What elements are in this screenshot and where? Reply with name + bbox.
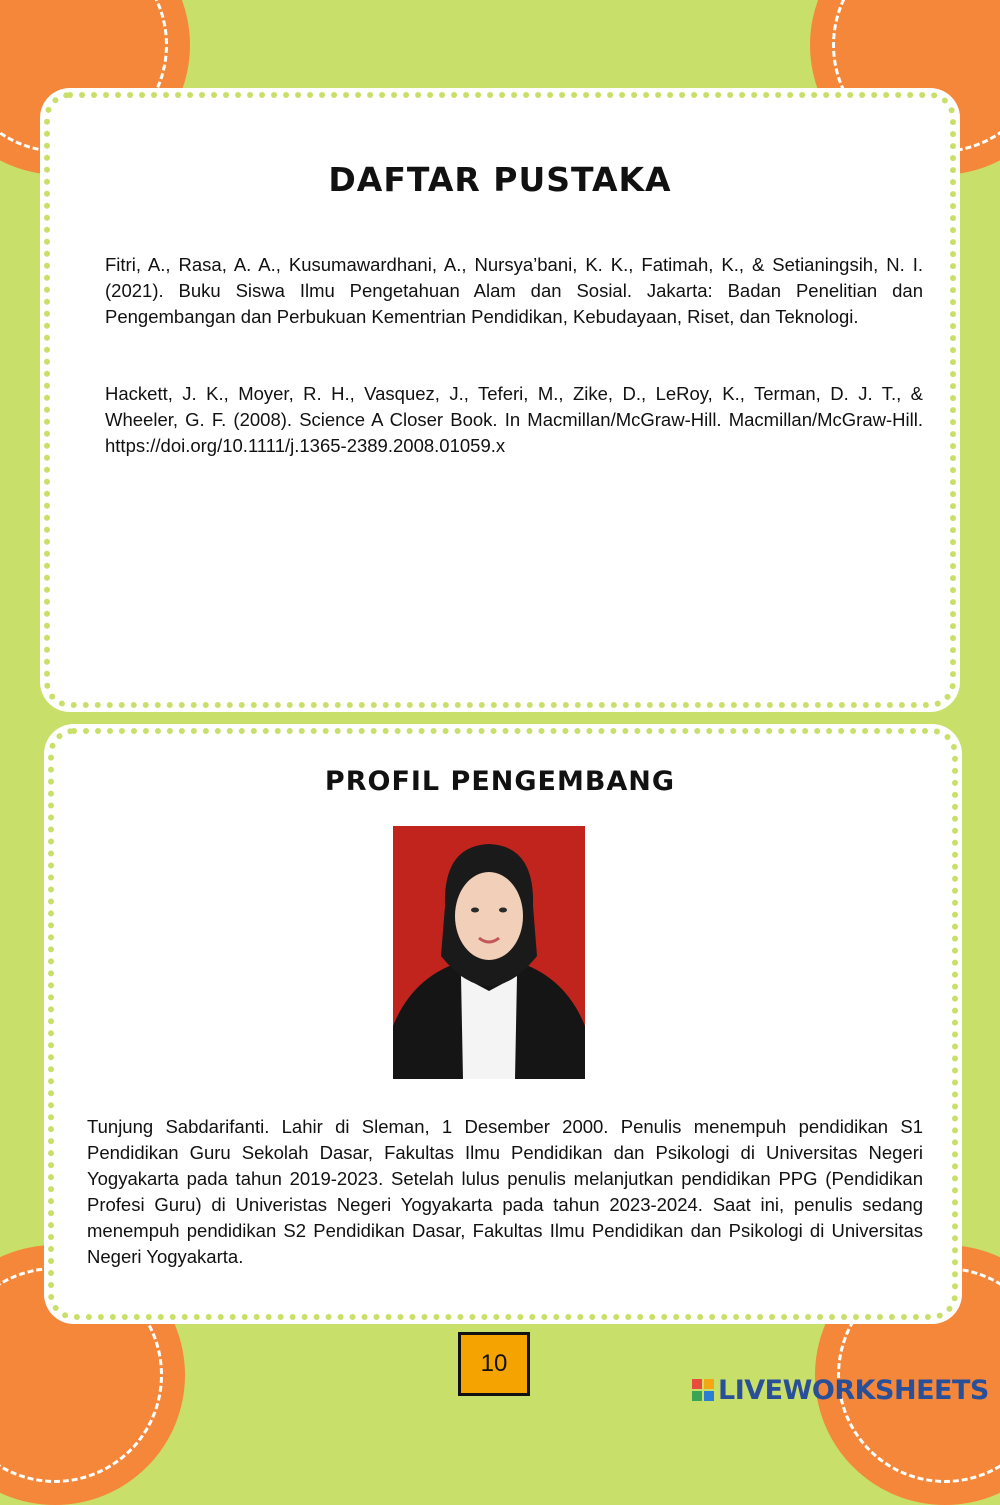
reference-entry: Hackett, J. K., Moyer, R. H., Vasquez, J., Teferi, M., Zike, D., LeRoy, K., Terman, D. J. T., & Wheeler, G. F. (2008). Science A Closer Book. In Macmillan/McGraw-Hill. Macmillan/McGraw-Hill. https://doi.org/10.1111/j.1365-2389.2008.01059.x: [105, 383, 923, 456]
brand-name: LIVEWORKSHEETS: [718, 1374, 989, 1406]
author-portrait-illustration: [393, 826, 585, 1079]
page-number: 10: [458, 1332, 530, 1396]
liveworksheets-logo-icon: [692, 1379, 714, 1401]
profile-title: PROFIL PENGEMBANG: [324, 766, 676, 797]
author-bio: Tunjung Sabdarifanti. Lahir di Sleman, 1 Desember 2000. Penulis menempuh pendidikan S1 Pendidikan Guru Sekolah Dasar, Fakultas Ilmu Pendidikan dan Psikologi di Universitas Negeri Yogyakarta pada tahun 2019-2023. Setelah lulus penulis melanjutkan pendidikan PPG (Pendidikan Profesi Guru) di Univeristas Negeri Yogyakarta pada tahun 2023-2024. Saat ini, penulis sedang menempuh pendidikan S2 Pendidikan Dasar, Fakultas Ilmu Pendidikan dan Psikologi di Universitas Negeri Yogyakarta.: [87, 1116, 923, 1267]
brand-logo: [692, 1374, 989, 1406]
author-photo: [393, 826, 585, 1079]
references-title: DAFTAR PUSTAKA: [328, 160, 672, 199]
reference-entry: Fitri, A., Rasa, A. A., Kusumawardhani, A., Nursya’bani, K. K., Fatimah, K., & Setianingsih, N. I. (2021). Buku Siswa Ilmu Pengetahuan Alam dan Sosial. Jakarta: Badan Penelitian dan Pengembangan dan Perbukuan Kementrian Pendidikan, Kebudayaan, Riset, dan Teknologi.: [105, 254, 923, 327]
